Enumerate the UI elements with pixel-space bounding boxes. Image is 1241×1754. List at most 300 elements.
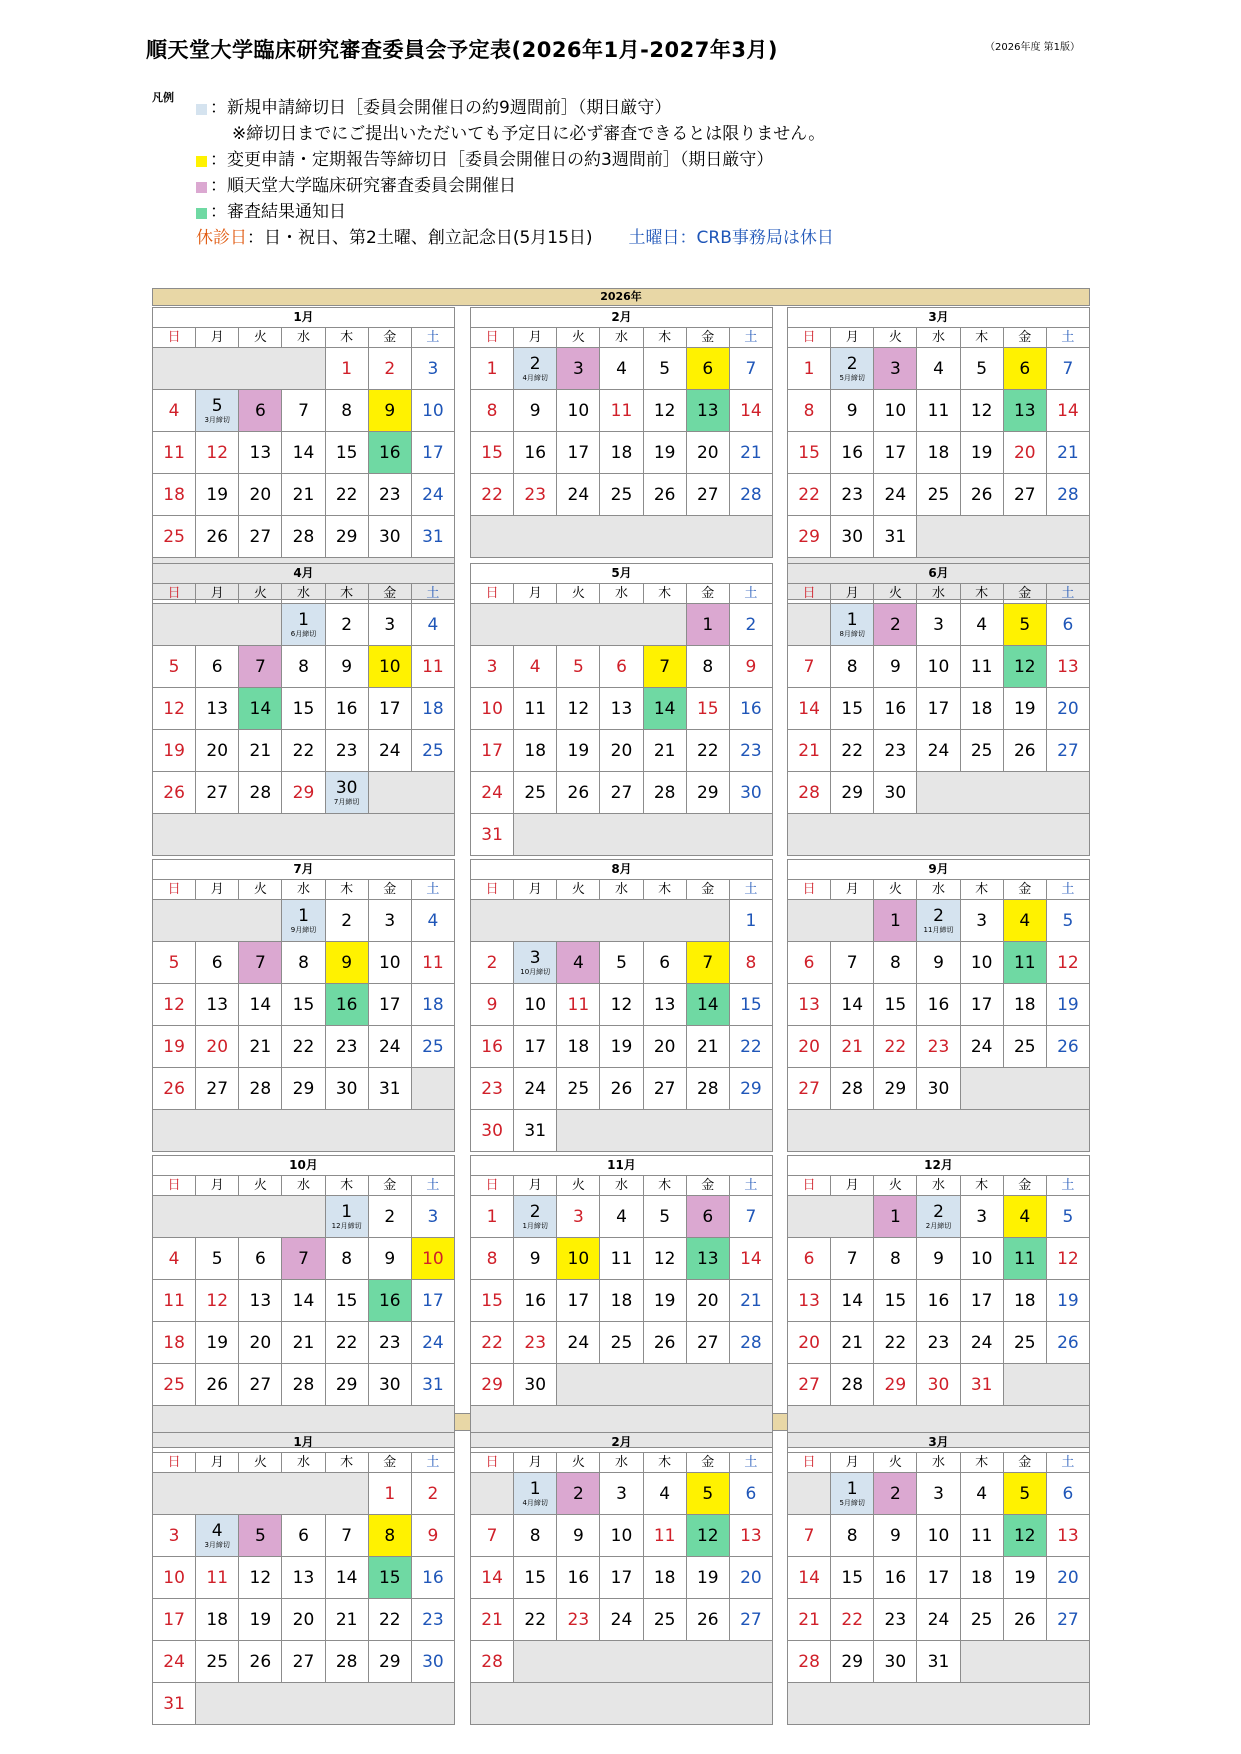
day-number: 21: [481, 1609, 503, 1630]
day-cell: [874, 984, 917, 1026]
day-number: 2: [486, 952, 498, 973]
week-row: [153, 688, 455, 730]
day-cell: [729, 604, 772, 646]
day-number: 31: [884, 526, 907, 547]
weekday-header: 火: [557, 1176, 600, 1196]
day-cell: [471, 1364, 514, 1406]
day-number: 1: [745, 910, 757, 931]
day-cell: [514, 1473, 557, 1515]
week-row: [788, 1026, 1090, 1068]
day-number: 7: [254, 952, 266, 973]
page-title: 順天堂大学臨床研究審査委員会予定表(2026年1月-2027年3月): [146, 38, 779, 62]
day-number: 7: [803, 1525, 815, 1546]
day-number: 13: [1057, 1525, 1079, 1546]
week-row: [153, 474, 455, 516]
day-number: 30: [335, 1078, 358, 1099]
day-number: 10: [567, 1248, 590, 1269]
day-cell: [960, 1280, 1003, 1322]
day-cell: [686, 730, 729, 772]
day-cell: [411, 1196, 454, 1238]
day-cell: [831, 1473, 874, 1515]
day-cell: [411, 1280, 454, 1322]
day-cell: [788, 1641, 831, 1683]
week-row: [153, 772, 455, 814]
weekday-header: 月: [196, 880, 239, 900]
day-number: 10: [927, 656, 950, 677]
day-number: 27: [206, 782, 229, 803]
day-cell: [196, 1280, 239, 1322]
day-cell: [960, 900, 1003, 942]
week-row: [788, 390, 1090, 432]
day-number: 19: [567, 740, 590, 761]
day-number: 5: [616, 952, 627, 973]
deadline-note: 10月締切: [520, 968, 551, 976]
day-number: 9: [889, 656, 901, 677]
day-cell: [196, 432, 239, 474]
day-cell: [788, 688, 831, 730]
day-cell: [788, 1515, 831, 1557]
day-cell: [643, 474, 686, 516]
day-cell: [874, 1557, 917, 1599]
day-number: 11: [567, 994, 590, 1015]
day-number: 24: [524, 1078, 547, 1099]
month-calendar: [787, 563, 1090, 856]
day-cell: [153, 1238, 196, 1280]
day-number: 16: [524, 442, 547, 463]
day-cell: [788, 390, 831, 432]
day-cell: [471, 1238, 514, 1280]
day-cell: [1003, 348, 1046, 390]
month-name: 10月: [153, 1156, 455, 1176]
day-number: 13: [206, 698, 229, 719]
day-number: 21: [841, 1332, 864, 1353]
week-row: [788, 1322, 1090, 1364]
day-number: 5: [211, 1248, 223, 1269]
day-number: 28: [249, 1078, 272, 1099]
day-cell: [368, 942, 411, 984]
day-number: 28: [798, 782, 820, 803]
day-number: 4: [427, 614, 439, 635]
day-number: 24: [567, 1332, 590, 1353]
day-cell: [917, 984, 960, 1026]
day-number: 15: [798, 442, 820, 463]
month-name: 2月: [471, 1433, 773, 1453]
day-number: 12: [653, 400, 676, 421]
day-number: 19: [206, 1332, 229, 1353]
day-cell: [471, 390, 514, 432]
day-number: 29: [884, 1078, 907, 1099]
weekday-header: 金: [686, 328, 729, 348]
day-cell: [471, 1196, 514, 1238]
day-number: 30: [841, 526, 864, 547]
day-number: 23: [927, 1036, 950, 1057]
day-number: 12: [163, 698, 185, 719]
day-cell: [325, 516, 368, 558]
day-number: 14: [249, 994, 272, 1015]
day-cell: [282, 604, 325, 646]
day-number: 8: [803, 400, 815, 421]
day-number: 17: [378, 698, 401, 719]
empty-cell: [153, 1473, 369, 1515]
weekday-header: 木: [960, 1176, 1003, 1196]
day-cell: [960, 1026, 1003, 1068]
day-number: 1: [384, 1483, 396, 1504]
day-number: 18: [567, 1036, 590, 1057]
day-number: 2: [341, 910, 353, 931]
day-cell: [600, 730, 643, 772]
day-cell: [917, 432, 960, 474]
day-number: 31: [970, 1374, 993, 1395]
day-cell: [1046, 1238, 1089, 1280]
day-cell: [368, 516, 411, 558]
day-cell: [1046, 1026, 1089, 1068]
day-cell: [729, 390, 772, 432]
day-cell: [557, 1238, 600, 1280]
day-cell: [600, 1322, 643, 1364]
weekday-header: 金: [686, 880, 729, 900]
day-cell: [874, 390, 917, 432]
day-cell: [960, 942, 1003, 984]
day-number: 6: [1062, 614, 1074, 635]
day-number: 14: [696, 994, 719, 1015]
day-cell: [729, 348, 772, 390]
day-number: 18: [970, 1567, 993, 1588]
day-cell: [282, 1238, 325, 1280]
weekday-header: 水: [600, 880, 643, 900]
weekday-header: 木: [325, 328, 368, 348]
day-cell: [368, 646, 411, 688]
week-row: [153, 604, 455, 646]
day-cell: [196, 1322, 239, 1364]
day-number: 14: [798, 698, 820, 719]
day-number: 4: [1019, 910, 1031, 931]
day-cell: [153, 730, 196, 772]
weekday-header: 木: [960, 584, 1003, 604]
day-number: 12: [206, 1290, 229, 1311]
day-cell: [788, 1238, 831, 1280]
weekday-header: 金: [686, 1176, 729, 1196]
day-cell: [368, 604, 411, 646]
day-cell: [643, 1280, 686, 1322]
day-number: 11: [653, 1525, 676, 1546]
day-cell: [153, 432, 196, 474]
day-number: 23: [524, 484, 547, 505]
day-number: 11: [422, 656, 444, 677]
weekday-header: 木: [960, 1453, 1003, 1473]
day-cell: [282, 1599, 325, 1641]
day-cell: [686, 688, 729, 730]
day-cell: [643, 432, 686, 474]
day-number: 24: [422, 484, 444, 505]
day-cell: [557, 942, 600, 984]
day-cell: [153, 942, 196, 984]
week-row: [471, 1557, 773, 1599]
day-cell: [686, 772, 729, 814]
day-number: 22: [696, 740, 719, 761]
day-number: 4: [976, 614, 988, 635]
week-row: [788, 814, 1090, 856]
day-number: 28: [249, 782, 272, 803]
day-cell: [600, 1599, 643, 1641]
legend-text-notify: ：審査結果通知日: [210, 202, 346, 222]
month-table: [787, 859, 1090, 1152]
day-number: 12: [653, 1248, 676, 1269]
day-cell: [600, 688, 643, 730]
day-cell: [411, 516, 454, 558]
weekday-header: 火: [557, 328, 600, 348]
day-number: 4: [168, 1248, 180, 1269]
day-cell: [643, 1473, 686, 1515]
day-cell: [153, 1599, 196, 1641]
day-number: 7: [846, 952, 858, 973]
month-name: 4月: [153, 564, 455, 584]
day-cell: [514, 984, 557, 1026]
day-cell: [514, 688, 557, 730]
weekday-header: 日: [153, 1176, 196, 1196]
day-cell: [1003, 390, 1046, 432]
day-number: 21: [740, 442, 762, 463]
day-cell: [960, 646, 1003, 688]
month-table: [152, 859, 455, 1152]
week-row: [153, 646, 455, 688]
day-number: 5: [572, 656, 584, 677]
day-number: 26: [610, 1078, 633, 1099]
day-cell: [325, 1599, 368, 1641]
empty-cell: [514, 814, 773, 856]
month-name: 6月: [788, 564, 1090, 584]
weekday-header: 木: [325, 880, 368, 900]
day-number: 1: [486, 1206, 498, 1227]
day-cell: [788, 1322, 831, 1364]
day-number: 27: [610, 782, 633, 803]
month-name: 12月: [788, 1156, 1090, 1176]
day-cell: [239, 1238, 282, 1280]
day-cell: [917, 730, 960, 772]
legend-holiday-line: [196, 225, 834, 251]
day-number: 23: [335, 1036, 358, 1057]
day-cell: [831, 1322, 874, 1364]
weekday-header: 水: [917, 1176, 960, 1196]
day-cell: [831, 646, 874, 688]
weekday-header: 日: [153, 584, 196, 604]
day-number: 4: [211, 1521, 223, 1541]
day-number: 18: [163, 1332, 185, 1353]
day-number: 30: [481, 1120, 503, 1141]
day-number: 26: [1013, 740, 1036, 761]
day-number: 10: [422, 400, 444, 421]
week-row: [471, 1599, 773, 1641]
month-calendar: [787, 1432, 1090, 1725]
day-cell: [643, 772, 686, 814]
week-row: [471, 1683, 773, 1725]
day-cell: [831, 1515, 874, 1557]
day-cell: [831, 730, 874, 772]
day-cell: [600, 348, 643, 390]
day-cell: [514, 1515, 557, 1557]
day-number: 13: [249, 1290, 272, 1311]
day-cell: [196, 1641, 239, 1683]
day-number: 12: [696, 1525, 719, 1546]
day-cell: [1003, 688, 1046, 730]
day-number: 30: [884, 782, 907, 803]
day-number: 28: [740, 1332, 762, 1353]
day-cell: [411, 1599, 454, 1641]
month-calendar: [470, 1155, 773, 1448]
day-cell: [471, 1515, 514, 1557]
weekday-header: 日: [471, 328, 514, 348]
day-cell: [686, 1515, 729, 1557]
month-name: 5月: [471, 564, 773, 584]
day-number: 10: [567, 400, 590, 421]
day-number: 3: [933, 614, 944, 635]
day-cell: [411, 900, 454, 942]
day-number: 7: [1062, 358, 1074, 379]
day-number: 1: [702, 614, 714, 635]
day-number: 7: [254, 656, 266, 677]
day-cell: [514, 942, 557, 984]
day-number: 5: [1062, 910, 1074, 931]
day-number: 25: [610, 1332, 633, 1353]
day-cell: [368, 730, 411, 772]
day-number: 23: [740, 740, 762, 761]
day-cell: [196, 730, 239, 772]
day-cell: [282, 730, 325, 772]
day-number: 12: [249, 1567, 272, 1588]
day-number: 25: [524, 782, 547, 803]
day-number: 28: [740, 484, 762, 505]
weekday-header: 水: [917, 1453, 960, 1473]
day-cell: [917, 1280, 960, 1322]
day-cell: [960, 1196, 1003, 1238]
day-number: 3: [572, 358, 584, 379]
day-cell: [557, 1515, 600, 1557]
day-cell: [874, 730, 917, 772]
day-cell: [1003, 1515, 1046, 1557]
day-cell: [874, 1322, 917, 1364]
weekday-header: 水: [917, 584, 960, 604]
day-cell: [1003, 1557, 1046, 1599]
day-number: 7: [341, 1525, 353, 1546]
week-row: [471, 688, 773, 730]
day-cell: [729, 1238, 772, 1280]
day-number: 17: [610, 1567, 633, 1588]
month-table: [152, 563, 455, 856]
day-cell: [686, 1557, 729, 1599]
day-number: 16: [927, 1290, 950, 1311]
weekday-header: 日: [153, 880, 196, 900]
empty-cell: [153, 1196, 326, 1238]
legend-swatch-new: [196, 104, 207, 115]
week-row: [153, 432, 455, 474]
day-cell: [557, 1026, 600, 1068]
day-cell: [557, 688, 600, 730]
weekday-header: 水: [917, 328, 960, 348]
day-number: 10: [481, 698, 503, 719]
day-number: 29: [841, 782, 864, 803]
day-number: 9: [427, 1525, 439, 1546]
day-cell: [471, 1599, 514, 1641]
day-number: 9: [846, 400, 858, 421]
empty-cell: [471, 900, 730, 942]
day-number: 15: [335, 442, 358, 463]
day-number: 17: [378, 994, 401, 1015]
day-cell: [153, 984, 196, 1026]
day-cell: [282, 432, 325, 474]
day-number: 22: [798, 484, 820, 505]
day-cell: [960, 604, 1003, 646]
week-row: [153, 1322, 455, 1364]
day-number: 6: [1062, 1483, 1074, 1504]
weekday-header: 木: [643, 328, 686, 348]
day-number: 17: [970, 1290, 993, 1311]
day-number: 3: [976, 1206, 988, 1227]
deadline-note: 4月締切: [522, 374, 548, 382]
day-number: 25: [970, 1609, 993, 1630]
week-row: [471, 1026, 773, 1068]
day-cell: [1046, 604, 1089, 646]
weekday-header: 水: [600, 584, 643, 604]
day-number: 19: [610, 1036, 633, 1057]
weekday-header: 木: [325, 584, 368, 604]
day-cell: [325, 1557, 368, 1599]
day-number: 28: [841, 1374, 864, 1395]
day-number: 8: [486, 1248, 498, 1269]
day-number: 9: [341, 656, 353, 677]
weekday-header: 月: [196, 584, 239, 604]
legend-text-meeting: ：順天堂大学臨床研究審査委員会開催日: [210, 176, 516, 196]
day-cell: [1046, 1599, 1089, 1641]
day-number: 6: [1019, 358, 1031, 379]
day-cell: [643, 390, 686, 432]
weekday-header: 日: [788, 880, 831, 900]
day-cell: [643, 1322, 686, 1364]
day-cell: [729, 772, 772, 814]
day-cell: [1003, 1599, 1046, 1641]
day-cell: [411, 1557, 454, 1599]
day-cell: [643, 646, 686, 688]
day-cell: [831, 1557, 874, 1599]
day-number: 14: [841, 994, 864, 1015]
weekday-header: 火: [239, 584, 282, 604]
month-table: [470, 563, 773, 856]
month-calendar: [787, 307, 1090, 600]
day-number: 4: [659, 1483, 671, 1504]
day-number: 11: [610, 400, 633, 421]
weekday-header: 日: [471, 880, 514, 900]
weekday-header: 土: [1046, 584, 1089, 604]
weekday-header: 金: [1003, 880, 1046, 900]
empty-cell: [788, 604, 831, 646]
day-cell: [471, 474, 514, 516]
weekday-header: 木: [643, 1176, 686, 1196]
day-cell: [960, 1364, 1003, 1406]
day-number: 27: [206, 1078, 229, 1099]
empty-cell: [788, 814, 1090, 856]
day-cell: [1046, 984, 1089, 1026]
month-table: [470, 1432, 773, 1725]
month-name: 3月: [788, 308, 1090, 328]
day-number: 25: [163, 1374, 185, 1395]
day-number: 25: [422, 740, 444, 761]
day-number: 6: [803, 952, 815, 973]
day-cell: [874, 348, 917, 390]
day-cell: [874, 1364, 917, 1406]
day-cell: [831, 1641, 874, 1683]
day-number: 10: [610, 1525, 633, 1546]
weekday-header: 金: [686, 1453, 729, 1473]
day-number: 22: [884, 1036, 907, 1057]
day-number: 16: [884, 698, 907, 719]
